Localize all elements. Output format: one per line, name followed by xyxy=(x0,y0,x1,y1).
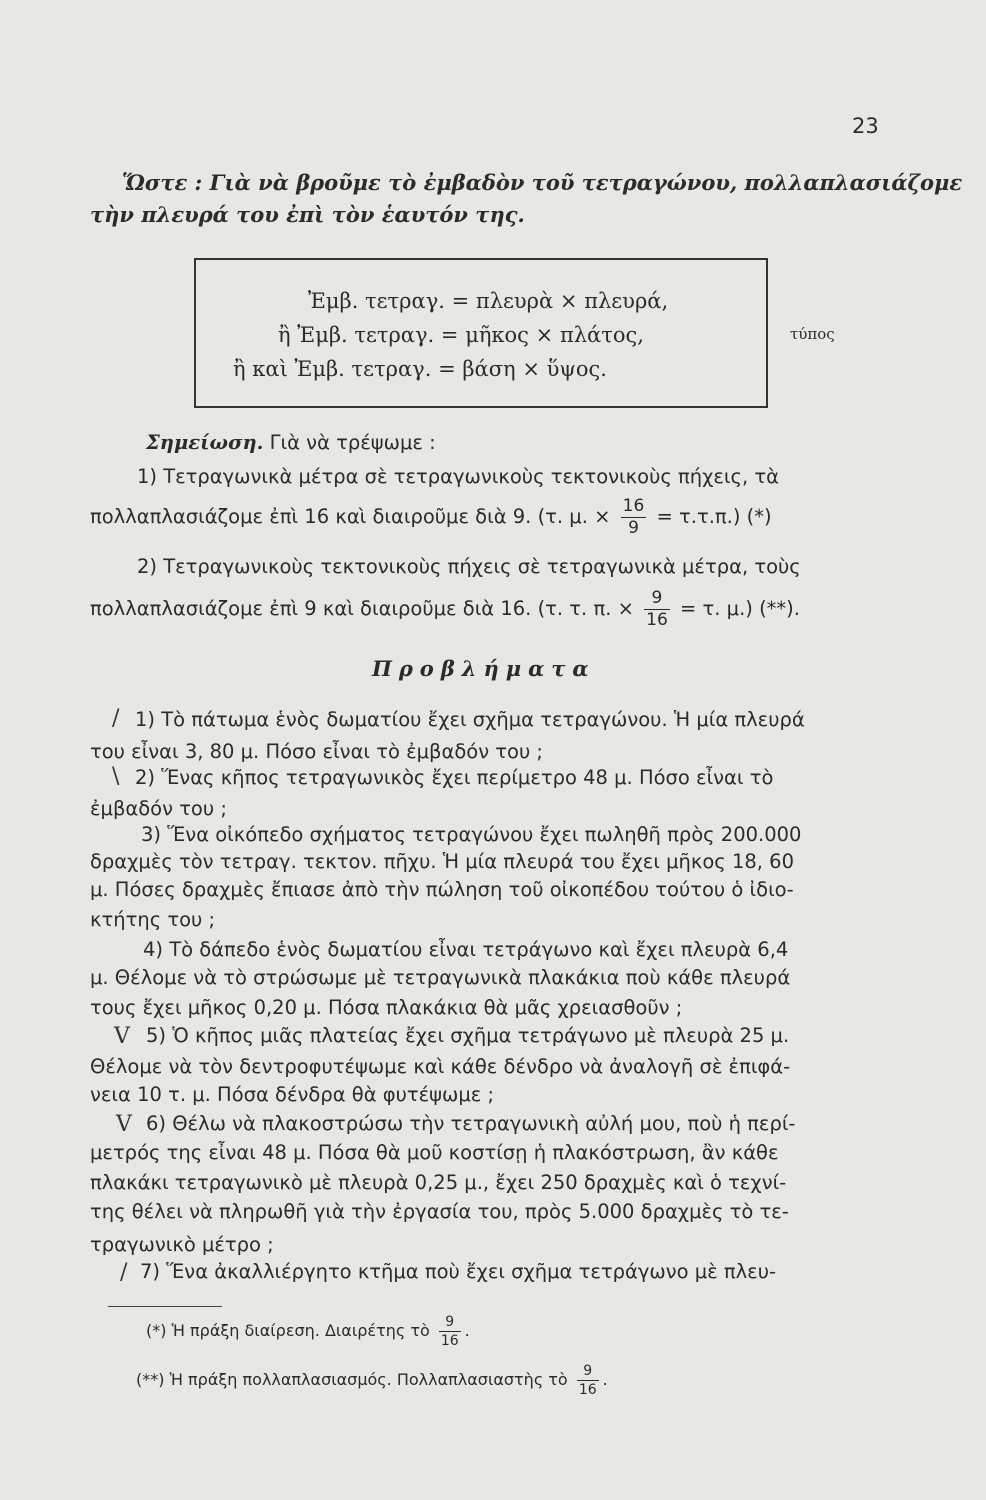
formula-side-label: τύπος xyxy=(790,325,835,343)
problem-3-line-1: 3) Ἕνα οἰκόπεδο σχήματος τετραγώνου ἔχει πωληθῆ πρὸς 200.000 xyxy=(141,823,802,846)
problem-6-line-1: 6) Θέλω νὰ πλακοστρώσω τὴν τετραγωνικὴ αὐλή μου, ποὺ ἡ περί- xyxy=(146,1112,796,1135)
problem-4-line-1: 4) Τὸ δάπεδο ἑνὸς δωματίου εἶναι τετράγωνο καὶ ἔχει πλευρὰ 6,4 xyxy=(143,938,789,961)
formula-row-3: ἢ καὶ Ἐμβ. τετραγ. = βάση × ὕψος. xyxy=(233,357,607,381)
footnote-2-fraction: $\frac{9}{16}$ xyxy=(578,1363,597,1398)
problem-2-line-2: ἐμβαδόν του ; xyxy=(90,797,227,820)
problem-1-line-2: του εἶναι 3, 80 μ. Πόσο εἶναι τὸ ἐμβαδόν του ; xyxy=(90,740,544,763)
problem-6-line-4: της θέλει νὰ πληρωθῆ γιὰ τὴν ἐργασία του, πρὸς 5.000 δραχμὲς τὸ τε- xyxy=(90,1200,789,1223)
footnote-2: (**) Ἡ πράξη πολλαπλασιασμός. Πολλαπλασιαστὴς τὸ $\frac{9}{16}$ . xyxy=(136,1363,608,1398)
problem-1-line-1: 1) Τὸ πάτωμα ἑνὸς δωματίου ἔχει σχῆμα τετραγώνου. Ἡ μία πλευρά xyxy=(135,708,805,731)
problem-6-line-5: τραγωνικὸ μέτρο ; xyxy=(90,1233,274,1256)
problem-4-line-2: μ. Θέλομε νὰ τὸ στρώσωμε μὲ τετραγωνικὰ πλακάκια ποὺ κάθε πλευρά xyxy=(90,966,791,989)
problem-3-line-2: δραχμὲς τὸν τετραγ. τεκτον. πῆχυ. Ἡ μία πλευρά του ἔχει μῆκος 18, 60 xyxy=(90,850,794,873)
check-mark: / xyxy=(112,706,120,731)
check-mark: V xyxy=(114,1024,130,1049)
intro-line-1: Ὥστε : Γιὰ νὰ βροῦμε τὸ ἐμβαδὸν τοῦ τετραγώνου, πολλαπλασιάζομε xyxy=(122,170,963,195)
fraction-9-16: $\frac{9}{16}$ xyxy=(646,588,668,630)
formula-row-2: ἢ Ἐμβ. τετραγ. = μῆκος × πλάτος, xyxy=(278,323,644,347)
problem-2-line-1: 2) Ἕνας κῆπος τετραγωνικὸς ἔχει περίμετρο 48 μ. Πόσο εἶναι τὸ xyxy=(135,766,774,789)
problem-5-line-1: 5) Ὁ κῆπος μιᾶς πλατείας ἔχει σχῆμα τετράγωνο μὲ πλευρὰ 25 μ. xyxy=(146,1024,790,1047)
intro-line-2: τὴν πλευρά του ἐπὶ τὸν ἑαυτόν της. xyxy=(90,202,525,227)
note-intro: Σημείωση. Γιὰ νὰ τρέψωμε : xyxy=(146,431,436,454)
check-mark: V xyxy=(116,1112,132,1137)
problem-7-line-1: 7) Ἕνα ἀκαλλιέργητο κτῆμα ποὺ ἔχει σχῆμα τετράγωνο μὲ πλευ- xyxy=(140,1260,777,1283)
footnote-rule xyxy=(108,1306,222,1307)
fraction-16-9: $\frac{16}{9}$ xyxy=(622,496,645,538)
problem-5-line-2: Θέλομε νὰ τὸν δεντροφυτέψωμε καὶ κάθε δένδρο νὰ ἀναλογῆ σὲ ἐπιφά- xyxy=(90,1055,791,1078)
problem-6-line-3: πλακάκι τετραγωνικὸ μὲ πλευρὰ 0,25 μ., ἔχει 250 δραχμὲς καὶ ὁ τεχνί- xyxy=(90,1171,787,1194)
note-item-2-line-2: πολλαπλασιάζομε ἐπὶ 9 καὶ διαιροῦμε διὰ 16. (τ. τ. π. × $\frac{9}{16}$ = τ. μ.) (**). xyxy=(90,588,800,630)
note-item-1-line-2: πολλαπλασιάζομε ἐπὶ 16 καὶ διαιροῦμε διὰ 9. (τ. μ. × $\frac{16}{9}$ = τ.τ.π.) (*) xyxy=(90,496,772,538)
note-item-2-line-1: 2) Τετραγωνικοὺς τεκτονικοὺς πήχεις σὲ τετραγωνικὰ μέτρα, τοὺς xyxy=(137,555,801,578)
problem-3-line-3: μ. Πόσες δραχμὲς ἔπιασε ἀπὸ τὴν πώληση τοῦ οἰκοπέδου τούτου ὁ ἰδιο- xyxy=(90,878,794,901)
problem-6-line-2: μετρός της εἶναι 48 μ. Πόσα θὰ μοῦ κοστίσῃ ἡ πλακόστρωση, ἂν κάθε xyxy=(90,1141,779,1164)
problem-4-line-3: τους ἔχει μῆκος 0,20 μ. Πόσα πλακάκια θὰ μᾶς χρειασθοῦν ; xyxy=(90,996,683,1019)
note-title: Σημείωση. xyxy=(146,431,264,454)
problem-3-line-4: κτήτης του ; xyxy=(90,908,216,931)
note-item-1-line-1: 1) Τετραγωνικὰ μέτρα σὲ τετραγωνικοὺς τεκτονικοὺς πήχεις, τὰ xyxy=(137,465,779,488)
formula-row-1: Ἐμβ. τετραγ. = πλευρὰ × πλευρά, xyxy=(308,289,669,313)
problem-5-line-3: νεια 10 τ. μ. Πόσα δένδρα θὰ φυτέψωμε ; xyxy=(90,1083,495,1106)
check-mark: \ xyxy=(112,764,120,789)
problems-heading: Προβλήματα xyxy=(372,656,596,681)
check-mark: / xyxy=(120,1260,128,1285)
page-number: 23 xyxy=(852,114,879,138)
footnote-1: (*) Ἡ πράξη διαίρεση. Διαιρέτης τὸ $\frac{9}{16}$ . xyxy=(146,1314,470,1349)
footnote-1-fraction: $\frac{9}{16}$ xyxy=(440,1314,459,1349)
